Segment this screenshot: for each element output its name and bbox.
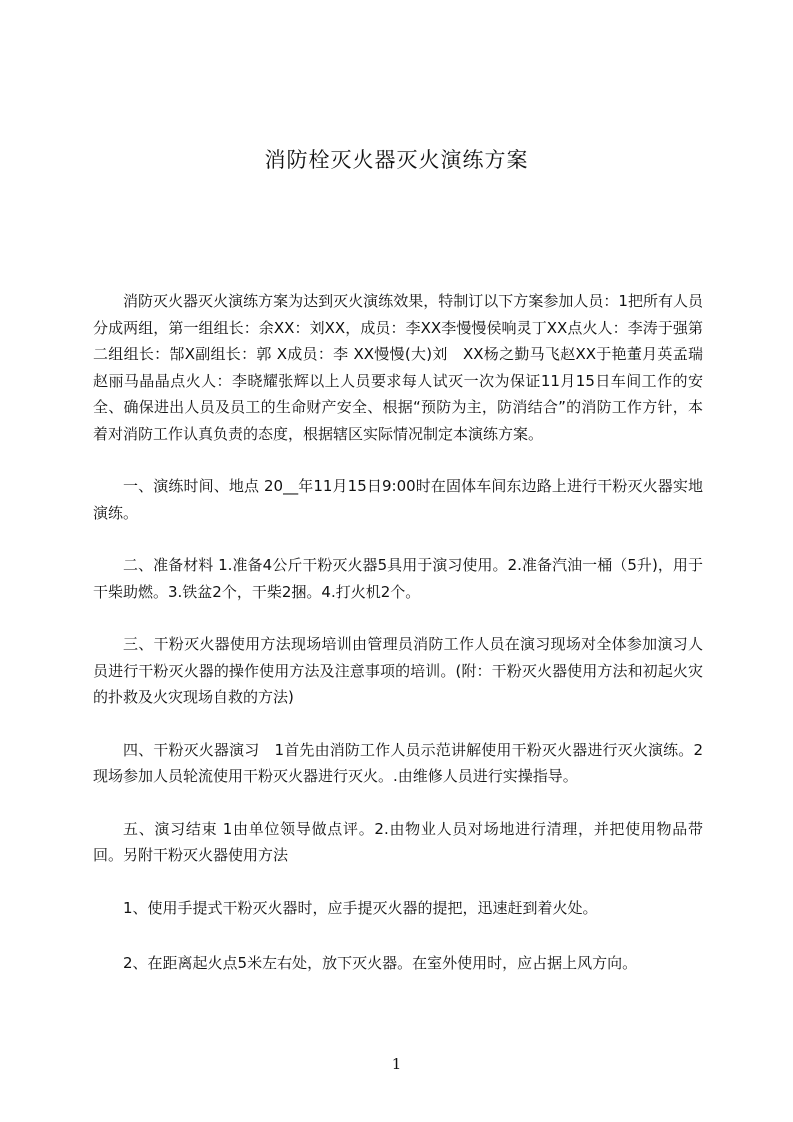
document-body <box>93 288 703 1003</box>
paragraph-section-3: 三、干粉灭火器使用方法现场培训由管理员消防工作人员在演习现场对全体参加演习人员进行干粉灭火器的操作使用方法及注意事项的培训。(附：干粉灭火器使用方法和初起火灾的扑救及火灾现场自救的方法) <box>93 635 703 706</box>
paragraph-step-1: 1、使用手提式干粉灭火器时，应手提灭火器的提把，迅速赶到着火处。 <box>123 898 598 917</box>
paragraph-section-5: 五、演习结束 1由单位领导做点评。2.由物业人员对场地进行清理，并把使用物品带回。另附干粉灭火器使用方法 <box>93 819 703 864</box>
paragraph-step-2: 2、在距离起火点5米左右处，放下灭火器。在室外使用时，应占据上风方向。 <box>123 954 638 972</box>
paragraph-section-4: 四、干粉灭火器演习 1首先由消防工作人员示范讲解使用干粉灭火器进行灭火演练。2现场参加人员轮流使用干粉灭火器进行灭火。.由维修人员进行实操指导。 <box>93 740 703 785</box>
paragraph-section-1: 一、演练时间、地点 20__年11月15日9:00时在固体车间东边路上进行干粉灭火器实地演练。 <box>93 477 703 522</box>
paragraph-intro: 消防灭火器灭火演练方案为达到灭火演练效果，特制订以下方案参加人员：1把所有人员分成两组，第一组组长：余XX：刘XX，成员：李XX李慢慢侯响灵丁XX点火人：李涛于强第二组组长：郜X副组长：郭 X成员：李 XX慢慢(大)刘 XX杨之勤马飞赵XX于艳董月英孟瑞赵丽马晶晶点火人：李晓耀张辉以上人员要求每人试灭一次为保证11月15日车间工作的安全、确保进出人员及员工的生命财产安全、根据“预防为主，防消结合”的消防工作方针，本着对消防工作认真负责的态度，根据辖区实际情况制定本演练方案。 <box>93 292 703 443</box>
paragraph-section-2: 二、准备材料 1.准备4公斤干粉灭火器5具用于演习使用。2.准备汽油一桶（5升)，用于干柴助燃。3.铁盆2个，干柴2捆。4.打火机2个。 <box>93 556 703 601</box>
page-number: 1 <box>391 1055 402 1073</box>
document-title: 消防栓灭火器灭火演练方案 <box>264 148 529 172</box>
